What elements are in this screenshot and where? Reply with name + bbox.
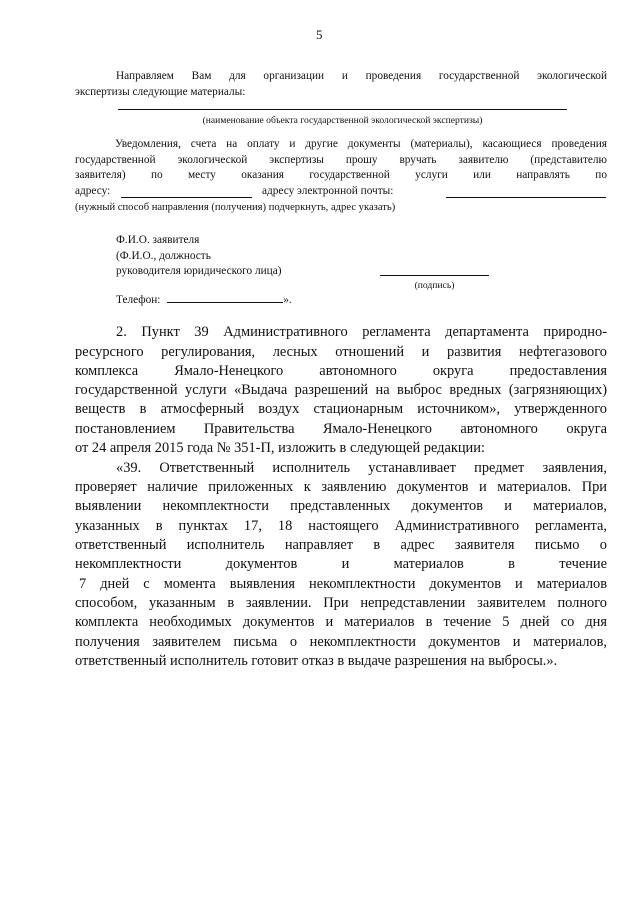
- phone-label: Телефон:: [116, 294, 161, 306]
- item2-line-7: от 24 апреля 2015 года № 351-П, изложить в следующей редакции:: [75, 440, 485, 456]
- signature-line: [380, 275, 489, 276]
- item2-line-2: ресурсного регулирования, лесных отношений и развития нефтегазового: [75, 344, 607, 360]
- phone-line: [116, 290, 292, 307]
- item2-line-4: государственной услуги «Выдача разрешений на выброс вредных (загрязняющих): [75, 382, 607, 398]
- delivery-method-note: (нужный способ направления (получения) подчеркнуть, адрес указать): [75, 202, 396, 213]
- item2-line-3: комплекса Ямало-Ненецкого автономного округа предоставления: [75, 363, 607, 379]
- item2-line-1: 2. Пункт 39 Административного регламента департамента природно-: [116, 324, 607, 340]
- point39-line-11: ответственный исполнитель готовит отказ в выдаче разрешения на выбросы.».: [75, 653, 558, 669]
- point39-line-3: выявлении некомплектности представленных документов и материалов,: [75, 498, 607, 514]
- notification-line-3: заявителя) по месту оказания государственной услуги или направлять по: [75, 169, 607, 181]
- page-number: 5: [316, 27, 323, 42]
- notification-line-2: государственной экологической экспертизы прошу вручать заявителю (представителю: [75, 154, 607, 166]
- applicant-name-label: Ф.И.О. заявителя: [116, 234, 200, 246]
- point39-line-10: получения заявителем письма о некомплектности документов и материалов,: [75, 634, 607, 650]
- point39-line-8: способом, указанным в заявлении. При непредставлении заявителем полного: [75, 595, 607, 611]
- object-name-caption: (наименование объекта государственной экологической экспертизы): [202, 115, 483, 126]
- phone-blank: [167, 290, 283, 303]
- point39-line-9: комплекта необходимых документов и материалов в течение 5 дней со дня: [75, 614, 607, 630]
- point39-line-6: некомплектности документов и материалов в течение: [75, 556, 607, 572]
- point39-line-2: проверяет наличие приложенных к заявлению документов и материалов. При: [75, 479, 607, 495]
- item2-line-5: веществ в атмосферный воздух стационарным источником», утвержденного: [75, 401, 607, 417]
- intro-line-1: Направляем Вам для организации и проведения государственной экологической: [116, 70, 607, 82]
- intro-line-2: экспертизы следующие материалы:: [75, 86, 246, 98]
- email-label: адресу электронной почты:: [262, 185, 394, 197]
- address-label: адресу:: [75, 185, 111, 197]
- email-blank: [446, 197, 606, 198]
- point39-line-1: «39. Ответственный исполнитель устанавливает предмет заявления,: [116, 460, 607, 476]
- item2-line-6: постановлением Правительства Ямало-Ненецкого автономного округа: [75, 421, 607, 437]
- applicant-head-label: руководителя юридического лица): [116, 265, 282, 277]
- object-name-line: [118, 109, 567, 110]
- notification-line-1: Уведомления, счета на оплату и другие документы (материалы), касающиеся проведения: [115, 138, 607, 150]
- phone-suffix: ».: [283, 294, 292, 306]
- point39-line-4: указанных в пунктах 17, 18 настоящего Административного регламента,: [75, 518, 607, 534]
- point39-line-5: ответственный исполнитель направляет в адрес заявителя письмо о: [75, 537, 607, 553]
- applicant-position-label: (Ф.И.О., должность: [116, 250, 211, 262]
- point39-line-7: 7 дней с момента выявления некомплектности документов и материалов: [79, 576, 607, 592]
- signature-caption: (подпись): [414, 280, 455, 291]
- address-blank: [121, 197, 252, 198]
